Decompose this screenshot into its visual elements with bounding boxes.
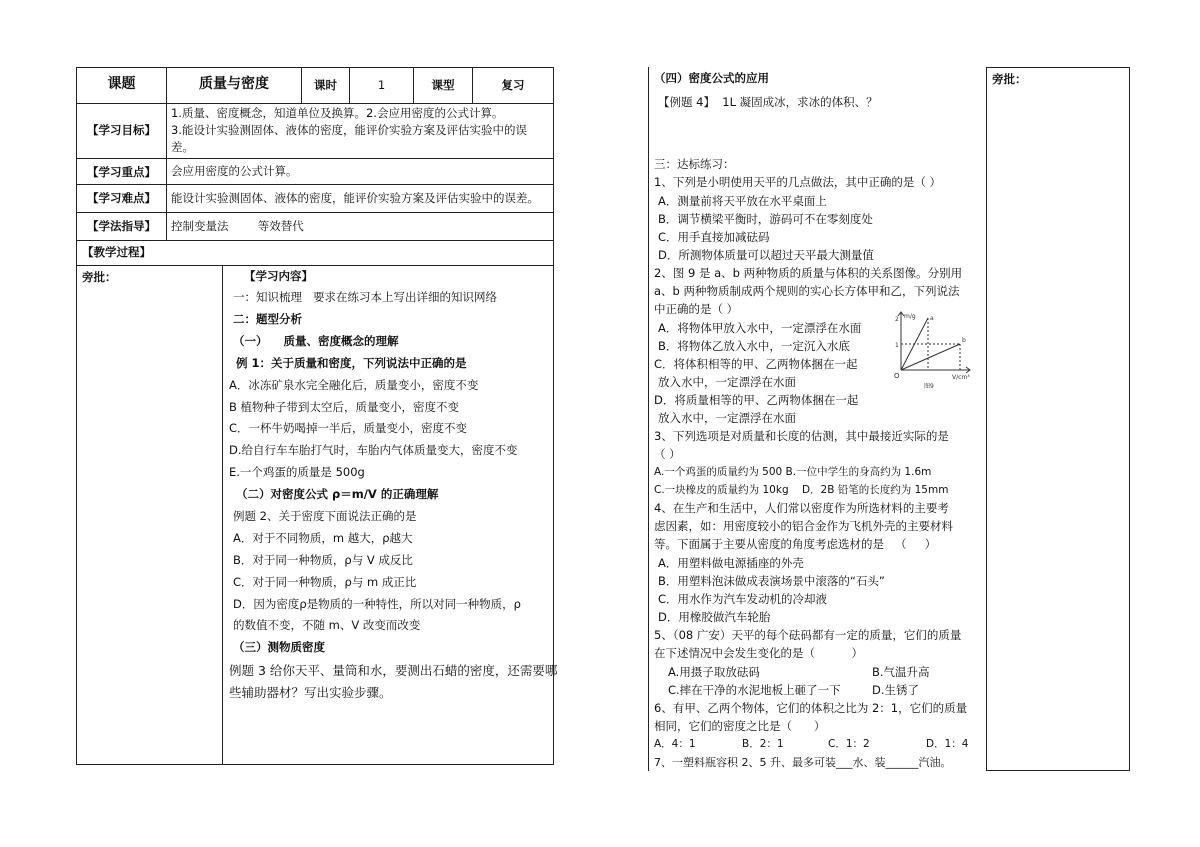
content-line: （一） 质量、密度概念的理解 — [233, 334, 399, 348]
right-line: D．1：4 — [926, 738, 969, 750]
content-line: A．冰冻矿泉水完全融化后，质量变小，密度不变 — [229, 378, 479, 392]
svg-text:2: 2 — [895, 316, 899, 323]
graph-line-a-label: a — [930, 315, 934, 322]
graph-x-label: V/cm³ — [952, 374, 970, 381]
right-side-label: 旁批： — [992, 72, 1027, 86]
header-keshi-label: 课时 — [314, 78, 337, 92]
content-line: 例题 2、关于密度下面说法正确的是 — [233, 509, 417, 523]
content-line: D.给自行车车胎打气时，车胎内气体质量变大，密度不变 — [229, 443, 518, 457]
process-label: 【教学过程】 — [82, 245, 151, 259]
right-line: 等。下面属于主要从密度的角度考虑选材的是 （ ） — [654, 537, 937, 551]
right-line: （四）密度公式的应用 — [654, 71, 769, 85]
right-line: C．1：2 — [828, 738, 870, 750]
right-line: A．测量前将天平放在水平桌面上 — [658, 194, 827, 208]
right-line: A．将物体甲放入水中，一定漂浮在水面 — [658, 321, 862, 335]
header-kexing-value: 复习 — [501, 78, 525, 92]
content-line: （三）测物质密度 — [233, 640, 325, 654]
right-line: A.一个鸡蛋的质量约为 500 B.一位中学生的身高约为 1.6m — [654, 466, 932, 478]
right-line: 在下述情况中会发生变化的是（ ） — [654, 646, 864, 660]
row-method-text: 控制变量法 等效替代 — [171, 219, 304, 233]
right-line: D.生锈了 — [872, 683, 920, 697]
right-line: 【例题 4】 1L 凝固成冰，求冰的体积、？ — [658, 95, 878, 109]
row-goal-text: 1.质量、密度概念，知道单位及换算。2.会应用密度的公式计算。 3.能设计实验测固体、液体的密度，能评价实验方案及评估实验中的误 差。 — [171, 106, 527, 154]
right-line: A．用塑料做电源插座的外壳 — [658, 556, 804, 570]
right-line: 1、下列是小明使用天平的几点做法，其中正确的是（ ） — [654, 175, 941, 189]
right-line: 放入水中，一定漂浮在水面 — [658, 411, 796, 425]
right-line: B．调节横梁平衡时，游码可不在零刻度处 — [658, 212, 873, 226]
graph-origin: O — [894, 372, 900, 380]
right-line: 虑因素，如：用密度较小的铝合金作为飞机外壳的主要材料 — [654, 519, 953, 533]
header-keshi-value: 1 — [377, 78, 386, 92]
right-line: D．将质量相等的甲、乙两物体捆在一起 — [654, 393, 859, 407]
right-line: a、b 两种物质制成两个规则的实心长方体甲和乙，下列说法 — [654, 284, 960, 298]
right-line: 7、一塑料瓶容积 2、5 升、最多可装___水、装______汽油。 — [654, 756, 952, 769]
right-line: B．用塑料泡沫做成表演场景中滚落的“石头” — [658, 574, 885, 588]
row-key-label: 【学习重点】 — [87, 165, 156, 179]
right-line: 4、在生产和生活中，人们常以密度作为所选材料的主要考 — [654, 501, 949, 515]
content-line: 二：题型分析 — [233, 312, 302, 326]
left-side-label: 旁批： — [82, 270, 117, 284]
right-line: 6、有甲、乙两个物体，它们的体积之比为 2：1，它们的质量 — [654, 701, 968, 715]
header-keti-label: 课题 — [107, 76, 136, 92]
content-line: E.一个鸡蛋的质量是 500g — [229, 465, 365, 479]
right-line: A．4：1 — [654, 738, 696, 750]
row-goal-label: 【学习目标】 — [87, 123, 156, 137]
header-keti-value: 质量与密度 — [199, 76, 269, 92]
right-line: C.摔在干净的水泥地板上砸了一下 — [668, 683, 841, 697]
right-line: B．将物体乙放入水中，一定沉入水底 — [658, 339, 850, 353]
graph-line-b-label: b — [962, 337, 966, 344]
mass-volume-graph — [884, 308, 974, 392]
row-key-text: 会应用密度的公式计算。 — [171, 164, 298, 178]
right-line: C．用水作为汽车发动机的冷却液 — [658, 592, 828, 606]
right-line: 中正确的是（ ） — [654, 302, 739, 316]
content-line: B．对于同一种物质，ρ与 V 成反比 — [233, 553, 413, 567]
right-line: 三：达标练习： — [654, 157, 735, 171]
graph-caption: 图9 — [924, 383, 934, 390]
row-difficulty-label: 【学习难点】 — [87, 191, 156, 205]
content-line: C．对于同一种物质，ρ与 m 成正比 — [233, 575, 417, 589]
row-method-label: 【学法指导】 — [87, 219, 156, 233]
right-line: D．用橡胶做汽车轮胎 — [658, 610, 771, 624]
row-difficulty-text: 能设计实验测固体、液体的密度，能评价实验方案及评估实验中的误差。 — [171, 191, 539, 205]
content-line: C．一杯牛奶喝掉一半后，质量变小，密度不变 — [229, 421, 468, 435]
content-line: B 植物种子带到太空后，质量变小，密度不变 — [229, 400, 460, 414]
right-line: 2、图 9 是 a、b 两种物质的质量与体积的关系图像。分别用 — [654, 266, 963, 280]
line-b — [901, 344, 960, 370]
content-line: 一：知识梳理 要求在练习本上写出详细的知识网络 — [233, 290, 497, 304]
right-line: 3、下列选项是对质量和长度的估测，其中最接近实际的是 — [654, 429, 949, 443]
content-line: A．对于不同物质，m 越大，ρ越大 — [233, 531, 413, 545]
content-line: 些辅助器材？写出实验步骤。 — [229, 685, 392, 700]
content-line: D．因为密度ρ是物质的一种特性，所以对同一种物质，ρ — [233, 597, 521, 611]
content-line: 【学习内容】 — [244, 269, 313, 283]
right-line: B．2：1 — [742, 738, 784, 750]
right-line: 放入水中，一定漂浮在水面 — [658, 375, 796, 389]
content-line: 例题 3 给你天平、量筒和水，要测出石蜡的密度，还需要哪 — [229, 663, 558, 678]
right-line: C．将体积相等的甲、乙两物体捆在一起 — [654, 357, 858, 371]
svg-text:1: 1 — [895, 342, 899, 349]
right-line: B.气温升高 — [872, 665, 930, 679]
content-line: 的数值不变，不随 m、V 改变而改变 — [233, 618, 421, 632]
right-line: C．用手直接加减砝码 — [658, 230, 770, 244]
right-line: C.一块橡皮的质量约为 10kg D．2B 铅笔的长度约为 15mm — [654, 484, 949, 496]
right-line: （ ） — [654, 447, 681, 461]
content-line: （二）对密度公式 ρ＝m/V 的正确理解 — [236, 487, 439, 501]
header-kexing-label: 课型 — [431, 78, 455, 92]
right-line: 5、（08 广安）天平的每个砝码都有一定的质量，它们的质量 — [654, 628, 962, 642]
right-line: A.用摄子取放砝码 — [668, 665, 760, 679]
right-line: 相同，它们的密度之比是（ ） — [654, 719, 826, 733]
right-line: D．所测物体质量可以超过天平最大测量值 — [658, 248, 874, 262]
content-line: 例 1：关于质量和密度，下列说法中正确的是 — [236, 356, 467, 370]
graph-y-label: m/g — [904, 313, 916, 320]
